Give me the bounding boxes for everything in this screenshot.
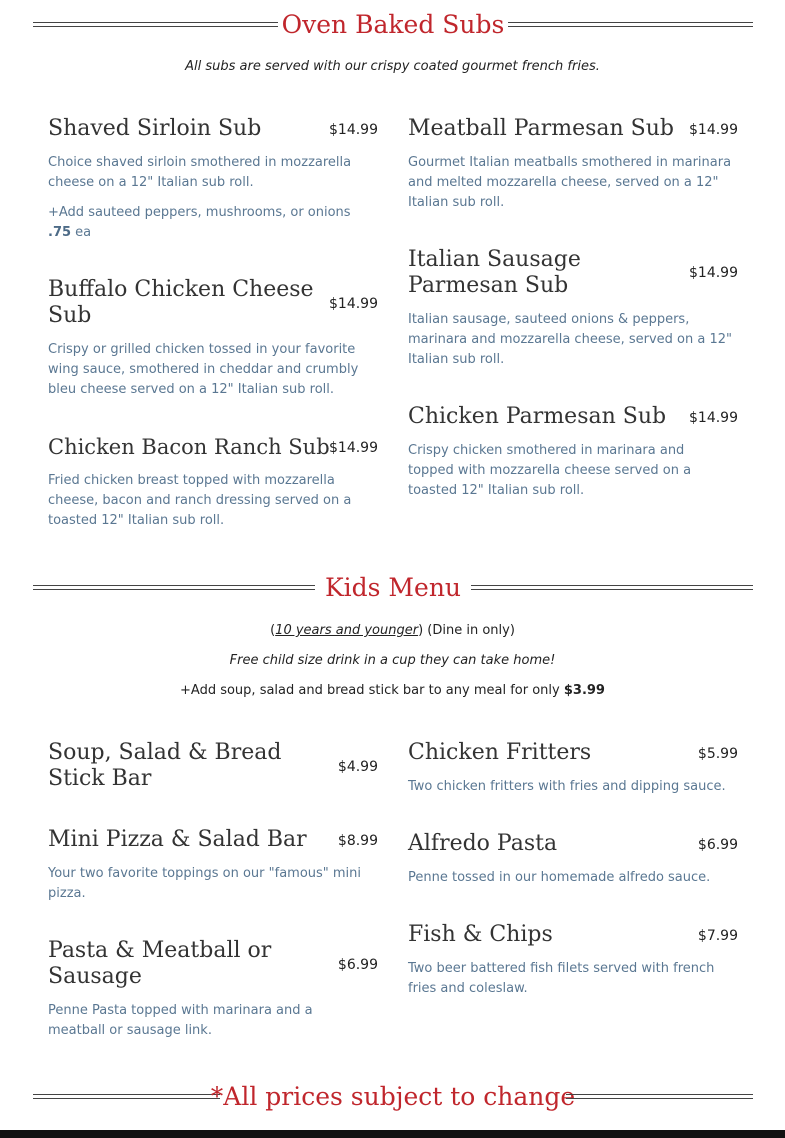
footer-header — [33, 1077, 753, 1117]
menu-item — [48, 434, 378, 534]
item-name: Chicken Parmesan Sub — [408, 404, 667, 429]
item-name: Chicken Fritters — [408, 740, 592, 765]
item-name: Soup, Salad & Bread Stick Bar — [48, 740, 282, 791]
item-price: $14.99 — [329, 122, 378, 138]
subs-note: All subs are served with our crispy coated gourmet french fries. — [185, 59, 600, 74]
kids-drink-note: Free child size drink in a cup they can take home! — [229, 653, 556, 668]
item-name: Mini Pizza & Salad Bar — [48, 827, 307, 852]
divider — [566, 1094, 753, 1099]
item-name: Pasta & Meatball or Sausage — [48, 938, 272, 989]
menu-item — [408, 247, 738, 372]
menu-item — [48, 116, 378, 246]
item-price: $7.99 — [697, 928, 738, 944]
item-description: Your two favorite toppings on our "famous" mini pizza. — [48, 866, 362, 901]
divider — [471, 585, 753, 590]
item-description: Crispy chicken smothered in marinara and topped with mozzarella cheese served on a toasted 12" Italian sub roll. — [408, 443, 692, 498]
item-name: Fish & Chips — [408, 922, 553, 947]
addon-text: +Add sauteed peppers, mushrooms, or onions — [48, 205, 351, 220]
bottom-bar — [0, 1130, 785, 1138]
item-name: Shaved Sirloin Sub — [48, 116, 262, 141]
item-description: Penne Pasta topped with marinara and a meatball or sausage link. — [48, 1003, 313, 1038]
age-limit: 10 years and younger — [275, 623, 419, 638]
kids-addon-note: +Add soup, salad and bread stick bar to any meal for only $3.99 — [180, 683, 605, 698]
kids-age-note: (10 years and younger) (Dine in only) — [270, 623, 515, 638]
item-name: Buffalo Chicken Cheese Sub — [48, 277, 314, 328]
menu-item — [48, 827, 378, 907]
item-price: $14.99 — [329, 440, 378, 456]
item-price: $8.99 — [337, 833, 378, 849]
item-name: Meatball Parmesan Sub — [408, 116, 674, 141]
addon-unit: ea — [75, 225, 92, 240]
menu-item — [408, 831, 738, 891]
addon-price: $3.99 — [563, 683, 605, 698]
divider — [508, 22, 753, 27]
item-price: $14.99 — [689, 410, 738, 426]
item-price: $14.99 — [329, 296, 378, 312]
item-description: Gourmet Italian meatballs smothered in marinara and melted mozzarella cheese, served on a 12" Italian sub roll. — [408, 155, 732, 210]
item-price: $4.99 — [337, 759, 378, 775]
item-price: $6.99 — [697, 837, 738, 853]
addon-price: .75 — [48, 225, 72, 240]
section-title: Oven Baked Subs — [281, 10, 505, 39]
menu-item — [408, 740, 738, 800]
item-description: Crispy or grilled chicken tossed in your favorite wing sauce, smothered in cheddar and crumbly bleu cheese served on a 12" Italian sub roll. — [48, 342, 359, 397]
item-name: Chicken Bacon Ranch Sub — [48, 435, 330, 459]
item-name: Alfredo Pasta — [408, 831, 558, 856]
item-name: Italian Sausage Parmesan Sub — [408, 247, 581, 298]
section-header-kids — [33, 568, 753, 608]
menu-item — [408, 404, 738, 504]
item-addon — [48, 203, 368, 243]
item-description: Two beer battered fish filets served with french fries and coleslaw. — [408, 961, 715, 996]
section-title: Kids Menu — [324, 573, 462, 602]
footer-title: *All prices subject to change — [210, 1082, 576, 1111]
menu-item — [48, 740, 378, 800]
item-price: $14.99 — [689, 265, 738, 281]
menu-item — [408, 116, 738, 216]
item-price: $14.99 — [689, 122, 738, 138]
menu-item — [408, 922, 738, 1002]
item-description: Fried chicken breast topped with mozzarella cheese, bacon and ranch dressing served on a toasted 12" Italian sub roll. — [48, 473, 352, 528]
item-description: Two chicken fritters with fries and dipping sauce. — [408, 779, 726, 794]
item-description: Penne tossed in our homemade alfredo sauce. — [408, 870, 711, 885]
menu-item — [48, 277, 378, 407]
section-header-subs — [33, 5, 753, 45]
menu-item — [48, 938, 378, 1048]
item-price: $5.99 — [697, 746, 738, 762]
item-price: $6.99 — [337, 957, 378, 973]
item-description: Italian sausage, sauteed onions & peppers, marinara and mozzarella cheese, served on a 12" Italian sub roll. — [408, 312, 732, 367]
item-description: Choice shaved sirloin smothered in mozzarella cheese on a 12" Italian sub roll. — [48, 155, 352, 190]
